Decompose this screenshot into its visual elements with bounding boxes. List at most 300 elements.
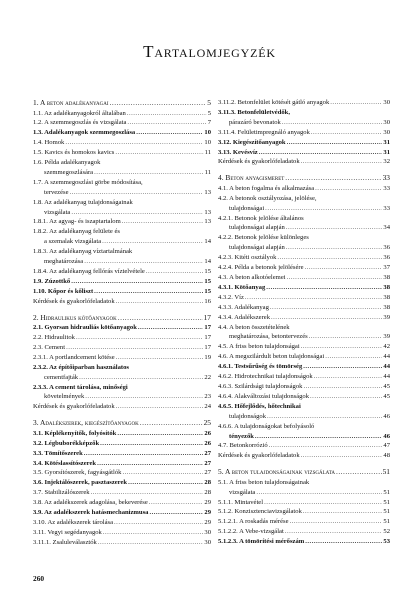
toc-entry-title: 4.6.6. A tulajdonságokat befolyásoló — [218, 422, 315, 430]
toc-entry-title: 4.6. A megszilárdult beton tulajdonságai — [218, 353, 325, 361]
toc-entry — [218, 184, 390, 194]
dot-leader — [267, 412, 382, 422]
toc-entry-title: 1.8.4. Az adalékanyag fellórás víztelvétele — [33, 268, 145, 275]
toc-entry-title: 4.2. A betonok osztályozása, jelölése, — [218, 194, 317, 202]
dot-leader — [303, 507, 383, 517]
toc-column-left — [33, 98, 211, 548]
dot-leader — [100, 439, 203, 449]
dot-leader — [128, 478, 203, 488]
toc-entry-title: 2.3.1. A portlandcement kötése — [33, 353, 115, 361]
toc-entry — [33, 418, 211, 429]
toc-entry — [218, 157, 390, 167]
dot-leader — [122, 468, 203, 478]
dot-leader — [114, 518, 203, 528]
toc-entry — [33, 439, 211, 449]
dot-leader — [282, 118, 383, 128]
toc-entry — [218, 332, 390, 342]
toc-entry — [218, 402, 390, 412]
toc-entry-title: meghatározása — [44, 258, 84, 266]
toc-entry-title: 1.2. A szemmegoszlás és vizsgálata — [33, 119, 127, 127]
toc-entry-page: 13 — [204, 188, 211, 196]
toc-entry-title: 4.3. A beton alkotóelemei — [218, 274, 286, 281]
dot-leader — [310, 392, 382, 402]
toc-entry-title: 1.5. Kavics és homokos kavics — [33, 149, 115, 157]
toc-entry — [218, 283, 390, 293]
toc-entry-title: 3.1. Képlékenyítők, folyósítók — [33, 429, 117, 437]
dot-leader — [301, 342, 383, 352]
toc-entry — [218, 441, 390, 451]
dot-leader — [116, 402, 204, 412]
toc-entry-page: 37 — [383, 264, 390, 272]
toc-entry — [33, 449, 211, 459]
toc-entry-page: 26 — [204, 439, 211, 447]
toc-entry-title: 4.6.2. Hidrotechnikai tulajdonságok — [218, 373, 313, 381]
toc-entry — [218, 148, 390, 158]
toc-entry-title: követelmények — [44, 393, 85, 401]
toc-entry-title: 3.11.1. Zsaluleválasztók — [33, 538, 97, 546]
toc-entry-title: 1.8.3. Az adalékanyag víztartalmának — [33, 248, 133, 256]
dot-leader — [336, 467, 382, 478]
dot-leader — [277, 253, 382, 263]
toc-entry-title: 1.3. Adalékanyagok szemmegoszlása — [33, 129, 136, 137]
toc-entry-page: 15 — [204, 268, 211, 275]
toc-entry — [218, 517, 390, 527]
toc-entry-page: 31 — [383, 138, 390, 146]
page-title: Tartalomjegyzék — [143, 42, 276, 61]
toc-entry-title: 2.2. Hidraulitok — [33, 334, 75, 342]
toc-entry — [218, 223, 390, 233]
toc-entry-page: 30 — [383, 118, 390, 126]
toc-entry-page: 51 — [383, 488, 390, 496]
dot-leader — [102, 237, 203, 247]
dot-leader — [71, 208, 203, 218]
toc-entry-page: 39 — [383, 313, 390, 321]
toc-entry-page: 46 — [383, 432, 390, 440]
toc-column-right — [218, 98, 390, 547]
toc-entry — [218, 467, 390, 478]
toc-entry-page: 10 — [204, 129, 211, 137]
toc-entry — [218, 412, 390, 422]
toc-entry-title: meghatározása, betontervezés — [229, 333, 308, 341]
toc-entry-title: 3.3. Tömítőszerek — [33, 449, 83, 457]
dot-leader — [149, 498, 204, 508]
dot-leader — [303, 362, 382, 372]
toc-entry-page: 27 — [204, 459, 211, 467]
toc-entry — [218, 352, 390, 362]
toc-entry-title: 4.3.3. Adalékanyag — [218, 303, 269, 311]
dot-leader — [287, 273, 383, 283]
dot-leader — [103, 528, 204, 538]
toc-entry-title: vizsgálata — [229, 488, 256, 496]
toc-entry-page: 52 — [383, 528, 390, 536]
toc-entry-page: 30 — [383, 128, 390, 136]
toc-entry — [33, 402, 211, 412]
dot-leader — [309, 332, 383, 342]
toc-entry-title: 5. A beton tulajdonságainak vizsgálata — [218, 467, 335, 477]
toc-entry-title: tulajdonságok — [229, 412, 266, 420]
toc-entry — [218, 214, 390, 224]
dot-leader — [255, 432, 383, 442]
toc-entry-title: 1.6. Példa adalékanyagok — [33, 159, 101, 167]
dot-leader — [138, 323, 204, 333]
dot-leader — [70, 188, 204, 198]
toc-entry — [218, 108, 390, 118]
toc-entry — [218, 498, 390, 508]
toc-entry — [33, 508, 211, 518]
dot-leader — [110, 98, 207, 109]
dot-leader — [149, 508, 203, 518]
toc-entry — [33, 343, 211, 353]
toc-entry — [218, 527, 390, 537]
dot-leader — [98, 538, 204, 548]
toc-entry-title: 4.3.2. Víz — [218, 293, 244, 301]
dot-leader — [115, 148, 203, 158]
toc-entry-page: 23 — [204, 393, 211, 401]
toc-entry-page: 19 — [204, 353, 211, 361]
toc-entry-title: tulajdonságai alapján — [229, 244, 285, 252]
toc-entry-page: 13 — [204, 208, 211, 216]
toc-entry-title: 5.1.2.1. A roskadás mérése — [218, 518, 289, 526]
toc-entry-title: 3.11.4. Felületimpregnáló anyagok — [218, 128, 310, 136]
toc-entry — [218, 138, 390, 148]
toc-entry — [33, 158, 211, 168]
toc-entry-title: Kérdések és gyakorlófeladatok — [33, 297, 115, 305]
toc-entry — [218, 382, 390, 392]
dot-leader — [127, 109, 207, 119]
toc-entry — [33, 528, 211, 538]
toc-entry-page: 36 — [383, 244, 390, 252]
toc-entry-page: 15 — [204, 277, 211, 285]
toc-entry — [218, 243, 390, 253]
toc-entry-page: 28 — [204, 489, 211, 497]
toc-entry — [218, 204, 390, 214]
toc-entry-page: 27 — [204, 449, 211, 457]
toc-entry — [33, 109, 211, 119]
toc-entry-title: tulajdonságai alapján — [229, 224, 285, 232]
dot-leader — [286, 243, 383, 253]
dot-leader — [66, 343, 203, 353]
toc-entry-title: 4.6.4. Alakváltozási tulajdonságok — [218, 392, 310, 400]
toc-entry — [33, 468, 211, 478]
toc-entry-page: 30 — [383, 99, 390, 106]
dot-leader — [290, 517, 383, 527]
toc-entry-page: 46 — [383, 412, 390, 420]
toc-entry-title: vizsgálata — [44, 208, 71, 216]
dot-leader — [311, 128, 383, 138]
toc-entry — [33, 237, 211, 247]
dot-leader — [259, 148, 383, 158]
toc-entry-title: tulajdonságai — [229, 204, 265, 212]
toc-entry-page: 17 — [204, 334, 211, 342]
toc-entry-page: 26 — [204, 429, 211, 437]
toc-entry-title: 1.8.1. Az agyag- és iszaptartalom — [33, 218, 121, 226]
toc-entry — [33, 373, 211, 383]
toc-entry-page: 44 — [383, 373, 390, 381]
toc-entry-title: 2. Hidraulikus kötőanyagok — [33, 312, 117, 322]
toc-entry-title: 2.3.2. Az építőiparban használatos — [33, 363, 129, 371]
dot-leader — [84, 449, 204, 459]
toc-entry-page: 29 — [204, 509, 211, 517]
toc-entry — [33, 518, 211, 528]
toc-entry — [33, 488, 211, 498]
dot-leader — [94, 168, 204, 178]
toc-entry — [218, 342, 390, 352]
toc-entry — [33, 148, 211, 158]
toc-entry-page: 30 — [204, 538, 211, 546]
toc-entry-title: 4.6.1. Testsűrűség és tömörség — [218, 363, 303, 371]
toc-entry — [33, 98, 211, 109]
toc-entry-title: 4.2.1. Betonok jelölése általános — [218, 214, 304, 222]
toc-entry-title: 5.1. A friss beton tulajdonságainak — [218, 478, 310, 486]
toc-entry-page: 38 — [383, 274, 390, 281]
toc-entry-page: 47 — [383, 442, 390, 450]
dot-leader — [85, 392, 203, 402]
toc-entry — [218, 293, 390, 303]
toc-entry-page: 14 — [204, 238, 211, 246]
toc-entry — [33, 277, 211, 287]
toc-entry-title: 1.4. Homok — [33, 139, 65, 147]
toc-entry-title: 4.2.3. Kitéti osztályok — [218, 254, 277, 262]
toc-entry-page: 13 — [204, 218, 211, 226]
toc-entry-page: 28 — [204, 479, 211, 487]
dot-leader — [256, 488, 382, 498]
toc-entry-page: 30 — [204, 528, 211, 536]
toc-entry — [33, 118, 211, 128]
dot-leader — [305, 263, 383, 273]
toc-entry — [33, 333, 211, 343]
toc-entry-title: Kérdések és gyakorlófeladatok — [33, 403, 115, 411]
toc-entry — [33, 297, 211, 307]
dot-leader — [97, 459, 203, 469]
toc-entry-title: 1. A beton adalékanyagai — [33, 98, 109, 107]
toc-entry-title: 3.11.3. Betonfelületvédők, — [218, 108, 290, 116]
toc-entry — [218, 98, 390, 108]
dot-leader — [91, 488, 204, 498]
toc-entry-page: 5 — [207, 109, 211, 117]
toc-entry-page: 7 — [207, 119, 211, 127]
toc-entry-page: 10 — [204, 139, 211, 147]
dot-leader — [84, 257, 203, 267]
toc-entry — [218, 273, 390, 283]
toc-entry — [33, 138, 211, 148]
toc-entry — [218, 128, 390, 138]
toc-entry-page: 27 — [204, 469, 211, 477]
dot-leader — [271, 313, 382, 323]
toc-entry-page: 44 — [383, 363, 390, 371]
toc-entry — [218, 313, 390, 323]
toc-entry — [218, 451, 390, 461]
dot-leader — [285, 527, 383, 537]
toc-entry-title: 3.10. Az adalékszerek tárolása — [33, 518, 114, 526]
dot-leader — [270, 303, 383, 313]
toc-entry — [218, 392, 390, 402]
toc-entry — [218, 173, 390, 184]
toc-entry-title: 3.9. Az adalékszerek hatásmechanizmusa — [33, 509, 149, 517]
toc-entry-page: 29 — [204, 499, 211, 507]
toc-entry-title: 1.1. Az adalékanyagokról általában — [33, 109, 126, 117]
toc-entry-title: 3.7. Stabilizálószerek — [33, 489, 90, 497]
dot-leader — [76, 333, 203, 343]
toc-entry — [218, 263, 390, 273]
toc-entry — [33, 459, 211, 469]
toc-entry-page: 17 — [204, 343, 211, 351]
toc-entry — [218, 507, 390, 517]
toc-entry-title: 1.10. Kőpor és kőliszt — [33, 287, 94, 295]
toc-entry-page: 11 — [204, 149, 211, 157]
toc-entry — [218, 488, 390, 498]
toc-entry — [218, 432, 390, 442]
dot-leader — [118, 313, 203, 324]
dot-leader — [79, 373, 203, 383]
toc-entry-title: 3.13. Kevésvíz — [218, 148, 258, 156]
toc-entry-title: 2.1. Gyorsan hidrauliás kötőanyagok — [33, 324, 137, 332]
dot-leader — [117, 429, 203, 439]
dot-leader — [303, 382, 382, 392]
toc-entry — [33, 188, 211, 198]
toc-entry-title: 3.5. Gyorsítószerek, fagyásgátlók — [33, 469, 122, 477]
toc-entry — [218, 422, 390, 432]
toc-entry-title: párazáró bevonatok — [229, 118, 281, 126]
dot-leader — [140, 418, 203, 429]
toc-entry-page: 34 — [383, 224, 390, 232]
toc-entry-title: 3.2. Légbuborékképzők — [33, 439, 100, 447]
toc-entry — [218, 372, 390, 382]
toc-entry-page: 45 — [383, 392, 390, 400]
toc-entry — [33, 208, 211, 218]
dot-leader — [116, 297, 204, 307]
toc-entry-page: 24 — [204, 403, 211, 411]
toc-entry — [218, 194, 390, 204]
toc-entry-page: 5 — [207, 98, 211, 107]
toc-entry-title: 2.3. Cement — [33, 343, 66, 351]
dot-leader — [315, 184, 382, 194]
toc-entry — [33, 227, 211, 237]
toc-entry-title: tervezése — [44, 188, 69, 196]
toc-entry-page: 42 — [383, 343, 390, 351]
toc-entry — [33, 429, 211, 439]
toc-entry-page: 14 — [204, 258, 211, 266]
dot-leader — [314, 372, 383, 382]
toc-entry-title: tényezők — [229, 432, 254, 440]
toc-entry — [218, 253, 390, 263]
toc-entry-page: 33 — [382, 173, 390, 183]
toc-entry — [33, 478, 211, 488]
toc-entry-title: 4.6.5. Hőfejlődés, hőtechnikai — [218, 402, 301, 410]
toc-entry — [218, 537, 390, 547]
toc-entry-title: szemmegoszlására — [44, 168, 94, 176]
toc-entry-page: 11 — [204, 168, 211, 176]
toc-entry-title: 4.7. Betonkorrózió — [218, 442, 268, 450]
toc-entry-title: 5.1.1. Mintavétel — [218, 498, 264, 506]
toc-entry-title: 4.2.2. Betonok jelölése különleges — [218, 234, 309, 242]
toc-entry-title: 3.12. Kiegészítőanyagok — [218, 138, 286, 146]
toc-entry-page: 48 — [383, 452, 390, 460]
toc-entry — [218, 362, 390, 372]
toc-entry-page: 38 — [383, 303, 390, 311]
page-number: 260 — [33, 574, 45, 583]
dot-leader — [286, 223, 383, 233]
dot-leader — [265, 204, 382, 214]
toc-entry — [33, 323, 211, 333]
toc-entry-page: 38 — [383, 283, 390, 291]
toc-entry — [33, 392, 211, 402]
toc-entry-page: 51 — [383, 518, 390, 526]
toc-entry-title: 1.7. A szemmegoszlási görbe módosítása, — [33, 178, 143, 186]
toc-entry-title: 4.1. A beton fogalma és alkalmazása — [218, 184, 315, 192]
dot-leader — [94, 287, 203, 297]
toc-entry-page: 22 — [204, 373, 211, 381]
toc-entry — [33, 538, 211, 548]
dot-leader — [325, 352, 382, 362]
toc-entry-title: Kérdések és gyakorlófeladatok — [218, 452, 300, 460]
toc-entry-title: 4.4. A beton összetételének — [218, 323, 290, 331]
toc-entry-page: 36 — [383, 254, 390, 262]
dot-leader — [122, 217, 204, 227]
toc-entry-page: 51 — [382, 467, 390, 477]
toc-entry-page: 16 — [204, 297, 211, 305]
toc-entry — [218, 478, 390, 488]
toc-entry-title: 4.3.1. Kötőanyag — [218, 283, 266, 291]
toc-entry-title: 4.2.4. Példa a betonok jelölésére — [218, 264, 304, 272]
dot-leader — [266, 283, 382, 293]
toc-entry-page: 33 — [383, 204, 390, 212]
toc-entry-title: 3.6. Injektálószerek, pasztaszerek — [33, 479, 128, 487]
toc-entry — [33, 363, 211, 373]
toc-entry-title: 2.3.3. A cement tárolása, minőségi — [33, 383, 128, 391]
toc-entry-title: 3.8. Az adalékszerek adagolása, bekeverése — [33, 499, 148, 507]
toc-entry-page: 53 — [383, 538, 390, 546]
toc-entry-page: 25 — [203, 418, 211, 428]
toc-entry-title: Kérdések és gyakorlófeladatok — [218, 158, 300, 166]
toc-entry — [33, 353, 211, 363]
toc-entry-title: 3.4. Kötéslassítószerek — [33, 459, 97, 467]
toc-entry-page: 38 — [383, 293, 390, 301]
toc-entry-title: 5.1.2.2. A Vebe-vizsgálat — [218, 528, 284, 536]
dot-leader — [269, 441, 383, 451]
toc-entry-page: 44 — [383, 353, 390, 361]
toc-entry-title: 5.1.2.3. A tömörítési mérőszám — [218, 538, 305, 546]
dot-leader — [305, 537, 382, 547]
dot-leader — [287, 138, 383, 148]
dot-leader — [127, 118, 206, 128]
dot-leader — [71, 277, 203, 287]
toc-entry — [33, 247, 211, 257]
toc-entry-page: 45 — [383, 382, 390, 390]
dot-leader — [136, 128, 203, 138]
toc-entry — [33, 267, 211, 277]
toc-entry-title: a szemalak vizsgálata — [44, 238, 102, 246]
toc-entry-title: 1.8. Az adalékanyag tulajdonságainak — [33, 198, 133, 206]
toc-entry — [33, 287, 211, 297]
toc-entry — [33, 383, 211, 393]
toc-entry-title: 4.6.3. Szilárdsági tulajdonságok — [218, 382, 303, 390]
toc-entry-page: 29 — [204, 518, 211, 526]
toc-entry-title: 3.11. Vegyi segédanyagok — [33, 528, 102, 536]
toc-entry-title: 4.3.4. Adalékszerek — [218, 313, 270, 321]
toc-entry-title: 4. Beton anyagismeret — [218, 173, 285, 183]
toc-entry — [33, 498, 211, 508]
toc-entry-title: 3.11.2. Betonfelület kötését gátló anyagok — [218, 99, 330, 106]
dot-leader — [245, 293, 383, 303]
toc-entry-title: 1.9. Zúzottkő — [33, 277, 71, 285]
toc-entry — [33, 313, 211, 324]
toc-entry-page: 15 — [204, 287, 211, 295]
toc-entry-page: 31 — [383, 148, 390, 156]
toc-entry-page: 51 — [383, 498, 390, 506]
toc-entry — [33, 257, 211, 267]
dot-leader — [264, 498, 382, 508]
toc-entry — [218, 323, 390, 333]
